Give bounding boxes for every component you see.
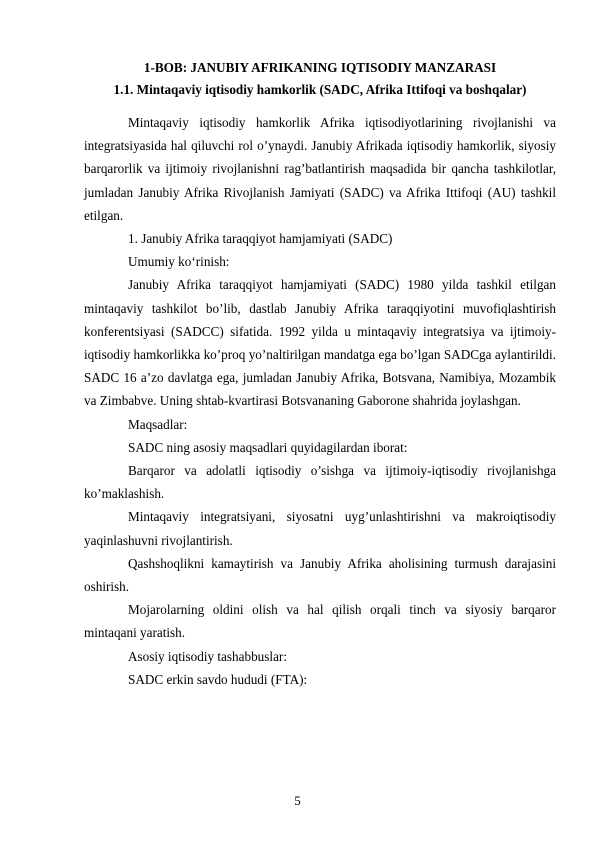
page-content <box>84 58 556 691</box>
paragraph-overview-label: Umumiy ko‘rinish: <box>128 254 230 270</box>
paragraph-goal-growth: Barqaror va adolatli iqtisodiy o’sishga va ijtimoiy-iqtisodiy rivojlanishga ko’maklashish. <box>84 463 556 502</box>
chapter-title: 1-BOB: JANUBIY AFRIKANING IQTISODIY MANZARASI <box>143 60 497 75</box>
section-title: 1.1. Mintaqaviy iqtisodiy hamkorlik (SADC, Afrika Ittifoqi va boshqalar) <box>113 82 527 97</box>
paragraph-initiatives-label: Asosiy iqtisodiy tashabbuslar: <box>128 648 287 664</box>
paragraph-goal-integration: Mintaqaviy integratsiyani, siyosatni uyg’unlashtirishni va makroiqtisodiy yaqinlashuvni rivojlantirish. <box>84 509 556 548</box>
paragraph-goals-intro: SADC ning asosiy maqsadlari quyidagilardan iborat: <box>128 439 408 455</box>
paragraph-goals-label: Maqsadlar: <box>128 416 188 432</box>
paragraph-sadc-heading: 1. Janubiy Afrika taraqqiyot hamjamiyati (SADC) <box>128 231 393 247</box>
paragraph-fta-label: SADC erkin savdo hududi (FTA): <box>128 671 308 687</box>
page-number: 5 <box>294 793 301 808</box>
paragraph-goal-poverty: Qashshoqlikni kamaytirish va Janubiy Afrika aholisining turmush darajasini oshirish. <box>84 555 556 595</box>
paragraph-goal-peace: Mojarolarning oldini olish va hal qilish orqali tinch va siyosiy barqaror mintaqani yaratish. <box>84 602 556 641</box>
paragraph-sadc-history: Janubiy Afrika taraqqiyot hamjamiyati (SADC) 1980 yilda tashkil etilgan mintaqaviy tashkilot bo’lib, dastlab Janubiy Afrika taraqqiyotini muvofiqlashtirish konferentsiyasi (SADCC) sifatida. 1992 yilda u mintaqaviy integratsiya va ijtimoiy-iqtisodiy hamkorlikka ko’proq yo’naltirilgan mandatga ega bo’lgan SADCga aylantirildi. SADC 16 a’zo davlatga ega, jumladan Janubiy Afrika, Botsvana, Namibiya, Mozambik va Zimbabve. Uning shtab-kvartirasi Botsvananing Gaborone shahrida joylashgan. <box>84 277 556 409</box>
paragraph-intro: Mintaqaviy iqtisodiy hamkorlik Afrika iqtisodiyotlarining rivojlanishi va integratsiyasida hal qiluvchi rol o’ynaydi. Janubiy Afrikada iqtisodiy hamkorlik, siyosiy barqarorlik va ijtimoiy rivojlanishni rag’batlantirish maqsadida bir qancha tashkilotlar, jumladan Janubiy Afrika Rivojlanish Jamiyati (SADC) va Afrika Ittifoqi (AU) tashkil etilgan. <box>84 115 556 223</box>
